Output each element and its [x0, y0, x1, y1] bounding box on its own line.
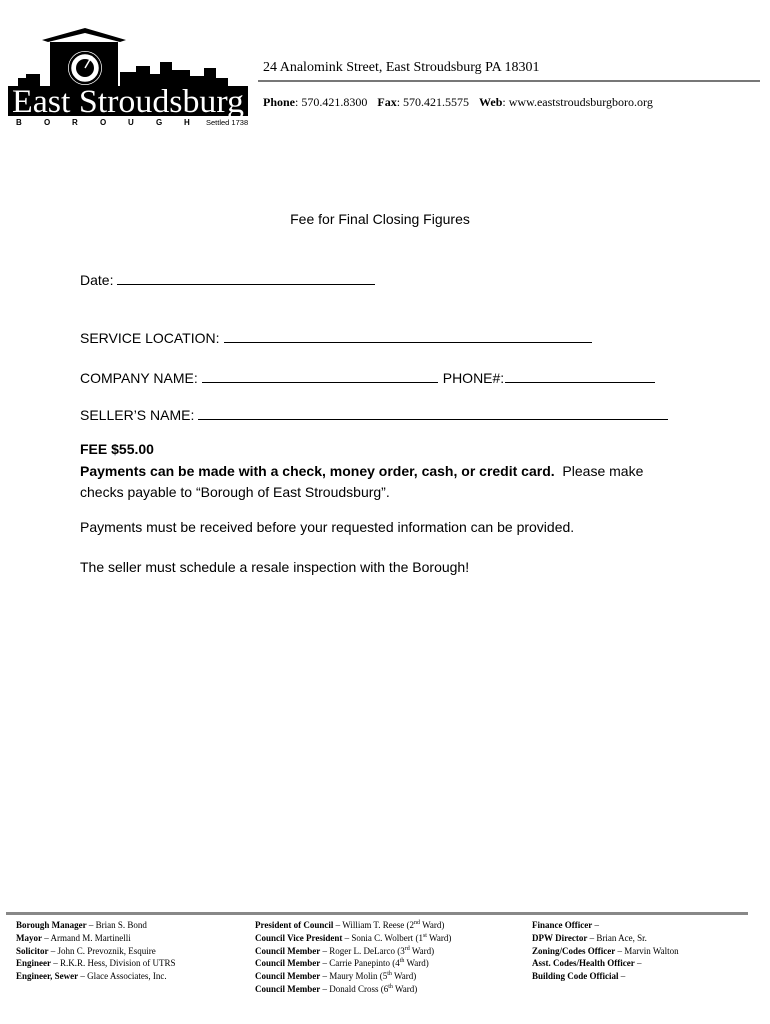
footer-official-row [532, 957, 679, 970]
footer-dash: – [322, 958, 327, 969]
footer-official-role: Engineer [16, 958, 51, 969]
borough-logo [8, 26, 256, 130]
footer-dash: – [44, 932, 49, 943]
footer-official-name: Brian Ace, Sr. [596, 932, 647, 943]
ward-ordinal: th [387, 971, 392, 978]
seller-name-row [80, 405, 668, 423]
ward-number: 3 [400, 945, 405, 956]
letterhead-address: 24 Analomink Street, East Stroudsburg PA 18301 [263, 60, 540, 75]
logo-letter: H [184, 118, 190, 127]
form-title: Fee for Final Closing Figures [290, 211, 470, 227]
ward-word: Ward [406, 958, 426, 969]
ward-word: Ward [411, 945, 432, 956]
footer-official-row: Council Member – Roger L. DeLarco (3rd Ward) [255, 945, 435, 956]
ward-word: Ward [422, 920, 442, 930]
footer-dash: – [80, 971, 85, 982]
website-link[interactable]: www.eaststroudsburgboro.org [508, 95, 653, 109]
footer-council-column [255, 919, 451, 996]
footer-official-row [532, 945, 679, 958]
ward-ordinal: th [399, 958, 405, 965]
date-input-line[interactable] [117, 270, 375, 285]
payment-methods-text: Payments can be made with a check, money order, cash, or credit card. [80, 463, 555, 479]
footer-official-role: Borough Manager [16, 920, 87, 930]
footer-official-row [532, 919, 679, 932]
footer-dash: – [335, 920, 341, 930]
ward-number: 5 [382, 971, 388, 982]
footer-official-name: R.K.R. Hess, Division of UTRS [60, 958, 176, 969]
footer-dash: – [88, 920, 94, 930]
logo-borough-letters [0, 118, 196, 130]
footer-official-role: DPW Director [532, 932, 588, 943]
footer-dash: – [594, 920, 599, 930]
company-name-row [80, 368, 655, 386]
footer-official-role: Engineer, Sewer [16, 971, 79, 982]
logo-settled-text: Settled 1738 [206, 118, 249, 127]
ward-word: Ward [395, 983, 415, 994]
footer-official-name: Brian S. Bond [95, 920, 147, 930]
phone-field-label: PHONE#: [442, 370, 505, 386]
seller-name-label: SELLER’S NAME: [80, 407, 195, 423]
phone-number: 570.421.8300 [301, 95, 368, 109]
date-field-row [80, 270, 375, 288]
seller-name-input-line[interactable] [198, 405, 668, 420]
footer-dash: – [589, 932, 595, 943]
footer-official-row: Council Member – Carrie Panepinto (4th Ward) [255, 958, 429, 969]
payment-instructions [80, 461, 680, 503]
ward-ordinal: st [422, 932, 427, 939]
footer-dash: – [322, 983, 327, 994]
footer-official-name: Maury Molin [329, 971, 378, 982]
footer-official-role: Asst. Codes/Health Officer [532, 958, 635, 969]
logo-letter: R [72, 118, 78, 127]
footer-official-name: Marvin Walton [624, 945, 679, 956]
footer-dash: – [322, 971, 327, 982]
footer-official-role: Council Member [255, 983, 321, 994]
footer-official-row [16, 919, 176, 932]
logo-letter: O [100, 118, 107, 127]
footer-official-row [16, 945, 176, 958]
logo-letter: U [128, 118, 134, 127]
web-label: Web [479, 95, 503, 109]
footer-official-row [16, 970, 176, 983]
ward-ordinal: rd [404, 945, 410, 952]
footer-official-name: Carrie Panepinto [329, 958, 390, 969]
footer-official-role: Council Member [255, 958, 321, 969]
logo-letter: G [156, 118, 163, 127]
footer-official-role: Building Code Official [532, 971, 619, 982]
fee-amount: FEE $55.00 [80, 441, 154, 457]
footer-dash: – [322, 945, 327, 956]
footer-official-name: Sonia C. Wolbert [351, 932, 414, 943]
logo-letter: O [44, 118, 51, 127]
letterhead-contact-line: Phone: 570.421.8300 Fax: 570.421.5575 Web: www.eaststroudsburgboro.org [263, 95, 653, 109]
footer-officials-column-3 [532, 919, 679, 983]
fax-label: Fax [377, 95, 397, 109]
payable-note-text: Please make checks payable to “Borough of East Stroudsburg”. [80, 463, 644, 500]
footer-official-row [16, 932, 176, 945]
footer-official-role: Zoning/Codes Officer [532, 945, 616, 956]
service-location-input-line[interactable] [224, 328, 592, 343]
footer-official-name: John C. Prevoznik, Esquire [57, 945, 156, 956]
footer-officials-column-1 [16, 919, 176, 983]
footer-official-role: President of Council [255, 920, 334, 930]
footer-official-name: Roger L. DeLarco [329, 945, 395, 956]
ward-number: 2 [409, 920, 414, 930]
phone-label: Phone [263, 95, 296, 109]
footer-official-name: Armand M. Martinelli [50, 932, 131, 943]
footer-dash: – [344, 932, 350, 943]
payment-received-note: Payments must be received before your requested information can be provided. [80, 519, 575, 535]
ward-number: 1 [418, 932, 423, 943]
resale-inspection-note: The seller must schedule a resale inspection with the Borough! [80, 559, 470, 575]
ward-word: Ward [429, 932, 449, 943]
footer-official-name: William T. Reese [342, 920, 405, 930]
footer-dash: – [620, 971, 626, 982]
footer-official-role: Finance Officer [532, 920, 593, 930]
ward-ordinal: nd [413, 920, 420, 926]
fax-number: 570.421.5575 [403, 95, 470, 109]
service-location-label: SERVICE LOCATION: [80, 330, 220, 346]
logo-wordmark: East Stroudsburg [12, 84, 245, 120]
footer-official-name: Donald Cross [329, 983, 379, 994]
footer-dash: – [50, 945, 56, 956]
footer-official-row: Council Member – Donald Cross (6th Ward) [255, 983, 418, 994]
letterhead-divider [258, 80, 760, 82]
footer-official-row [16, 957, 176, 970]
footer-official-row [532, 970, 679, 983]
company-name-label: COMPANY NAME: [80, 370, 198, 386]
footer-official-row: Council Vice President – Sonia C. Wolbert (1st Ward) [255, 932, 452, 943]
ward-number: 6 [383, 983, 389, 994]
date-label: Date: [80, 272, 114, 288]
footer-official-role: Mayor [16, 932, 42, 943]
footer-divider [6, 912, 748, 915]
service-location-row [80, 328, 592, 346]
footer-official-role: Council Member [255, 971, 321, 982]
footer-official-name: Glace Associates, Inc. [87, 971, 167, 982]
ward-word: Ward [394, 971, 414, 982]
ward-number: 4 [395, 958, 400, 969]
ward-ordinal: th [388, 983, 393, 990]
footer-dash: – [617, 945, 622, 956]
footer-dash: – [53, 958, 58, 969]
company-name-input-line[interactable] [202, 368, 438, 383]
footer-dash: – [636, 958, 642, 969]
footer-official-row [532, 932, 679, 945]
footer-official-row: President of Council – William T. Reese (2nd Ward) [255, 920, 445, 930]
logo-letter: B [16, 118, 22, 127]
footer-official-role: Council Member [255, 945, 321, 956]
footer-official-role: Council Vice President [255, 932, 343, 943]
footer-official-row: Council Member – Maury Molin (5th Ward) [255, 971, 417, 982]
phone-input-line[interactable] [505, 368, 655, 383]
footer-official-role: Solicitor [16, 945, 49, 956]
